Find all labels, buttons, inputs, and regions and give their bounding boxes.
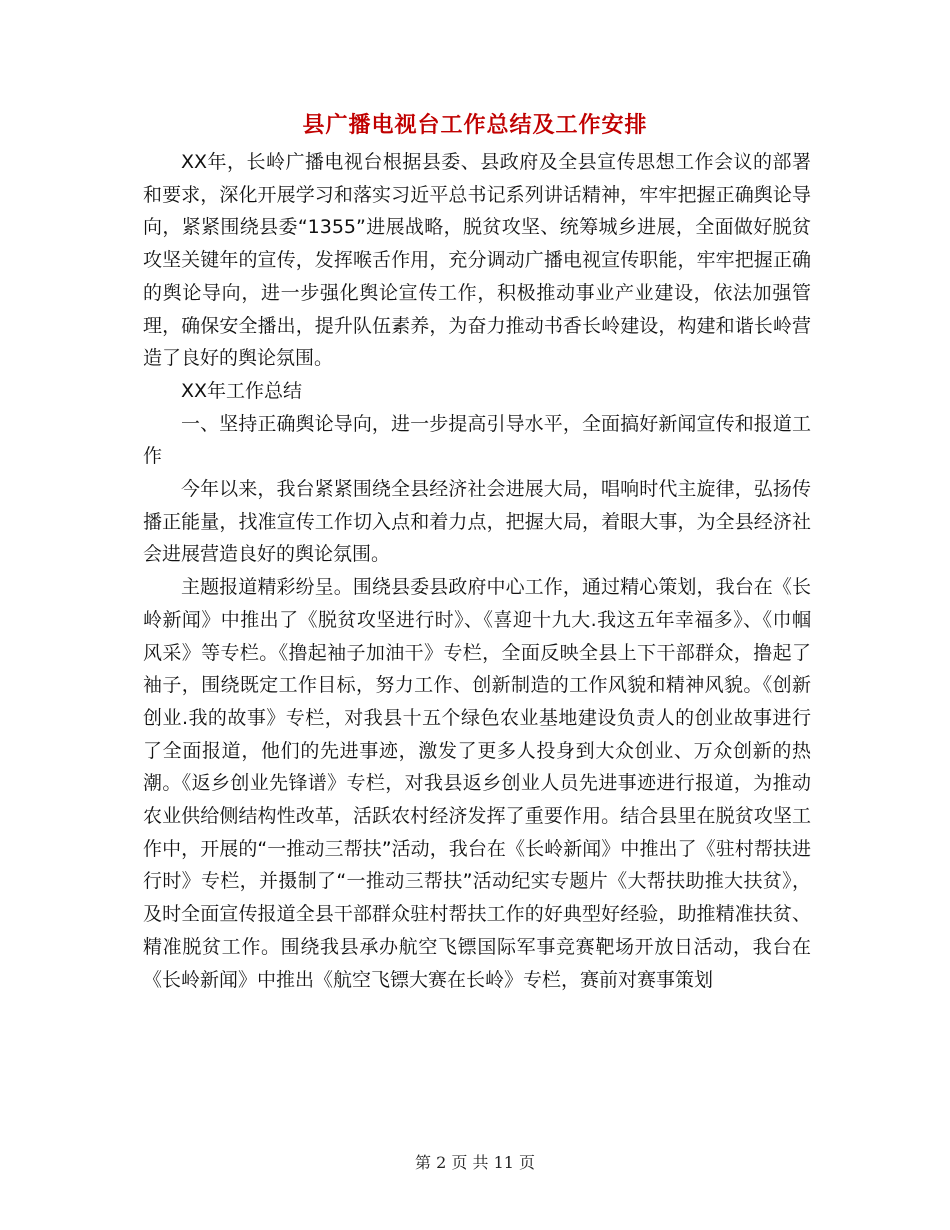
paragraph-section-heading: XX年工作总结 <box>181 379 303 402</box>
footer-page-unit: 页 <box>451 1153 468 1172</box>
document-title: 县广播电视台工作总结及工作安排 <box>302 113 648 138</box>
footer-total-pages: 11 <box>493 1153 514 1172</box>
footer-total-label: 共 <box>472 1153 489 1172</box>
footer-page-number: 2 <box>436 1153 447 1172</box>
document-body <box>143 146 811 996</box>
paragraph-body-2: 主题报道精彩纷呈。围绕县委县政府中心工作，通过精心策划，我台在《长岭新闻》中推出了《脱贫攻坚进行时》、《喜迎十九大.我这五年幸福多》、《巾帼风采》等专栏。《撸起袖子加油干》专栏，全面反映全县上下干部群众，撸起了袖子，围绕既定工作目标，努力工作、创新制造的工作风貌和精神风貌。《创新创业.我的故事》专栏，对我县十五个绿色农业基地建设负责人的创业故事进行了全面报道，他们的先进事迹，激发了更多人投身到大众创业、万众创新的热潮。《返乡创业先锋谱》专栏，对我县返乡创业人员先进事迹进行报道，为推动农业供给侧结构性改革，活跃农村经济发挥了重要作用。结合县里在脱贫攻坚工作中，开展的“一推动三帮扶”活动，我台在《长岭新闻》中推出了《驻村帮扶进行时》专栏，并摄制了“一推动三帮扶”活动纪实专题片《大帮扶助推大扶贫》，及时全面宣传报道全县干部群众驻村帮扶工作的好典型好经验，助推精准扶贫、精准脱贫工作。围绕我县承办航空飞镖国际军事竞赛靶场开放日活动，我台在《长岭新闻》中推出《航空飞镖大赛在长岭》专栏，赛前对赛事策划 <box>143 576 811 991</box>
page-footer <box>0 1152 950 1174</box>
paragraph-subheading-1: 一、坚持正确舆论导向，进一步提高引导水平，全面搞好新闻宣传和报道工作 <box>143 412 811 468</box>
paragraph-intro: XX年，长岭广播电视台根据县委、县政府及全县宣传思想工作会议的部署和要求，深化开展学习和落实习近平总书记系列讲话精神，牢牢把握正确舆论导向，紧紧围绕县委“1355”进展战略，脱贫攻坚、统筹城乡进展，全面做好脱贫攻坚关键年的宣传，发挥喉舌作用，充分调动广播电视宣传职能，牢牢把握正确的舆论导向，进一步强化舆论宣传工作，积极推动事业产业建设，依法加强管理，确保安全播出，提升队伍素养，为奋力推动书香长岭建设，构建和谐长岭营造了良好的舆论氛围。 <box>143 151 811 370</box>
footer-page-label: 第 <box>414 1153 431 1172</box>
paragraph-body-1: 今年以来，我台紧紧围绕全县经济社会进展大局，唱响时代主旋律，弘扬传播正能量，找准宣传工作切入点和着力点，把握大局，着眼大事，为全县经济社会进展营造良好的舆论氛围。 <box>143 478 811 566</box>
footer-total-unit: 页 <box>519 1153 536 1172</box>
